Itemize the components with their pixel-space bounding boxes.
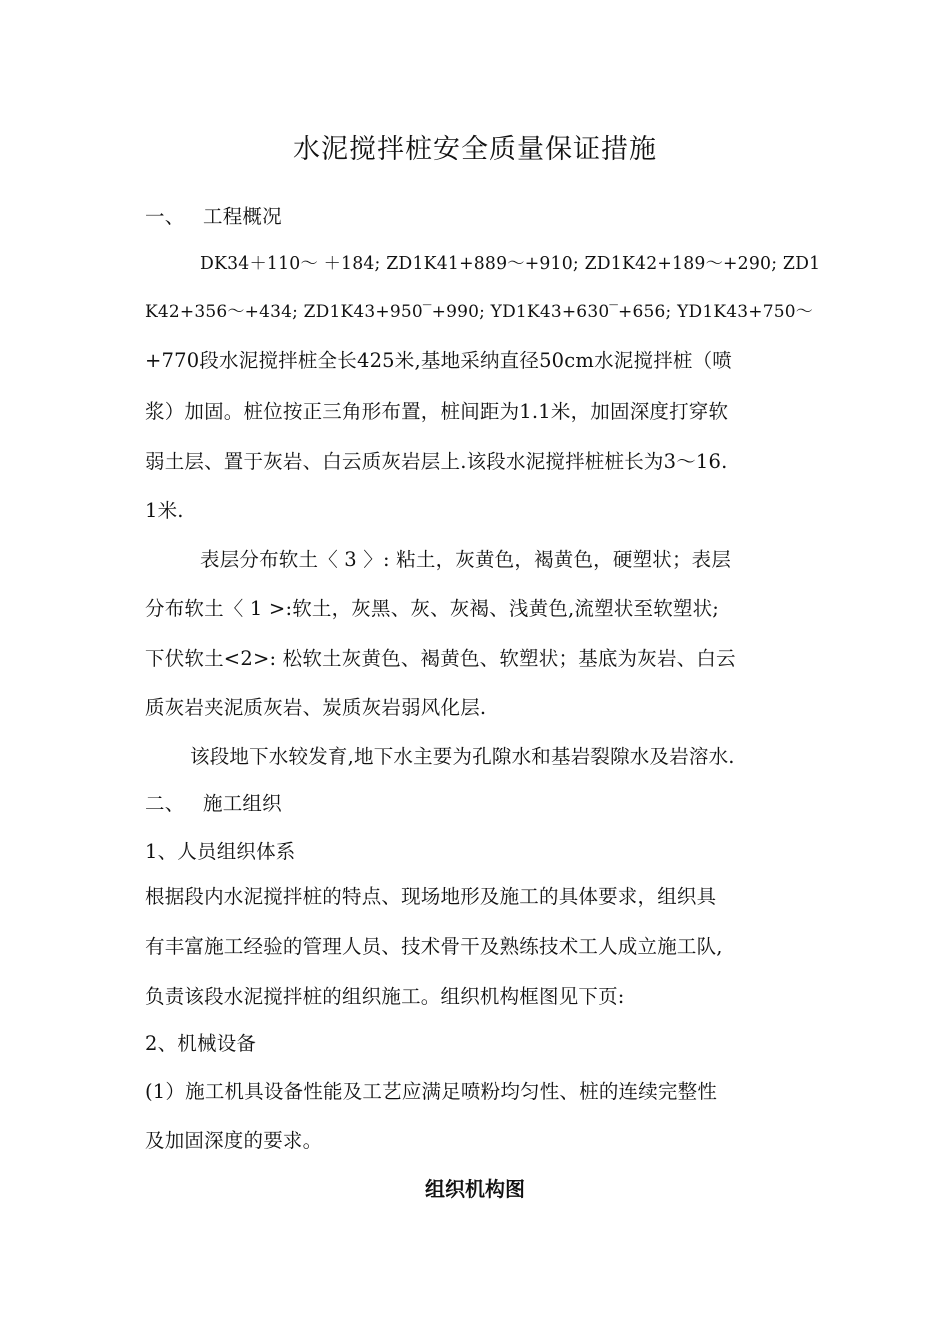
- paragraph-line: 负责该段水泥搅拌桩的组织施工。组织机构框图见下页:: [145, 985, 625, 1008]
- paragraph-line: 有丰富施工经验的管理人员、技术骨干及熟练技术工人成立施工队,: [145, 935, 723, 958]
- paragraph-line: (1）施工机具设备性能及工艺应满足喷粉均匀性、桩的连续完整性: [145, 1080, 718, 1103]
- paragraph-line: 下伏软土<2>: 松软土灰黄色、褐黄色、软塑状；基底为灰岩、白云: [145, 647, 736, 670]
- section-heading-overview: [145, 200, 815, 234]
- subsection-heading: 2、机械设备: [145, 1032, 257, 1055]
- paragraph-line: 分布软土〈 1 >:软土，灰黑、灰、灰褐、浅黄色,流塑状至软塑状;: [145, 597, 720, 620]
- paragraph-line: 及加固深度的要求。: [145, 1129, 323, 1152]
- section-number: 一、: [145, 205, 185, 228]
- paragraph-line: 该段地下水较发育,地下水主要为孔隙水和基岩裂隙水及岩溶水.: [190, 745, 735, 768]
- paragraph-line: DK34＋110～ ＋184; ZD1K41+889～+910; ZD1K42+189～+290; ZD1: [200, 254, 821, 274]
- paragraph-line: +770段水泥搅拌桩全长425米,基地采纳直径50cm水泥搅拌桩（喷: [145, 349, 733, 372]
- paragraph-line: 表层分布软土〈 3 〉: 粘土，灰黄色，褐黄色，硬塑状；表层: [200, 548, 732, 571]
- paragraph-line: 质灰岩夹泥质灰岩、炭质灰岩弱风化层.: [145, 696, 487, 719]
- section-heading-organization: [145, 787, 815, 821]
- figure-caption: 组织机构图: [425, 1177, 525, 1201]
- paragraph-line: 浆）加固。桩位按正三角形布置，桩间距为1.1米，加固深度打穿软: [145, 400, 729, 423]
- section-number: 二、: [145, 792, 185, 815]
- paragraph-line: 弱土层、置于灰岩、白云质灰岩层上.该段水泥搅拌桩桩长为3～16.: [145, 450, 728, 473]
- document-title: 水泥搅拌桩安全质量保证措施: [293, 134, 657, 165]
- paragraph-line: 根据段内水泥搅拌桩的特点、现场地形及施工的具体要求，组织具: [145, 885, 717, 908]
- subsection-heading: 1、人员组织体系: [145, 840, 296, 863]
- paragraph-line: K42+356～+434; ZD1K43+950‾+990; YD1K43+630‾+656; YD1K43+750～: [145, 302, 813, 322]
- section-heading-text: 施工组织: [203, 792, 282, 815]
- section-heading-text: 工程概况: [203, 205, 282, 228]
- paragraph-line: 1米.: [145, 499, 184, 522]
